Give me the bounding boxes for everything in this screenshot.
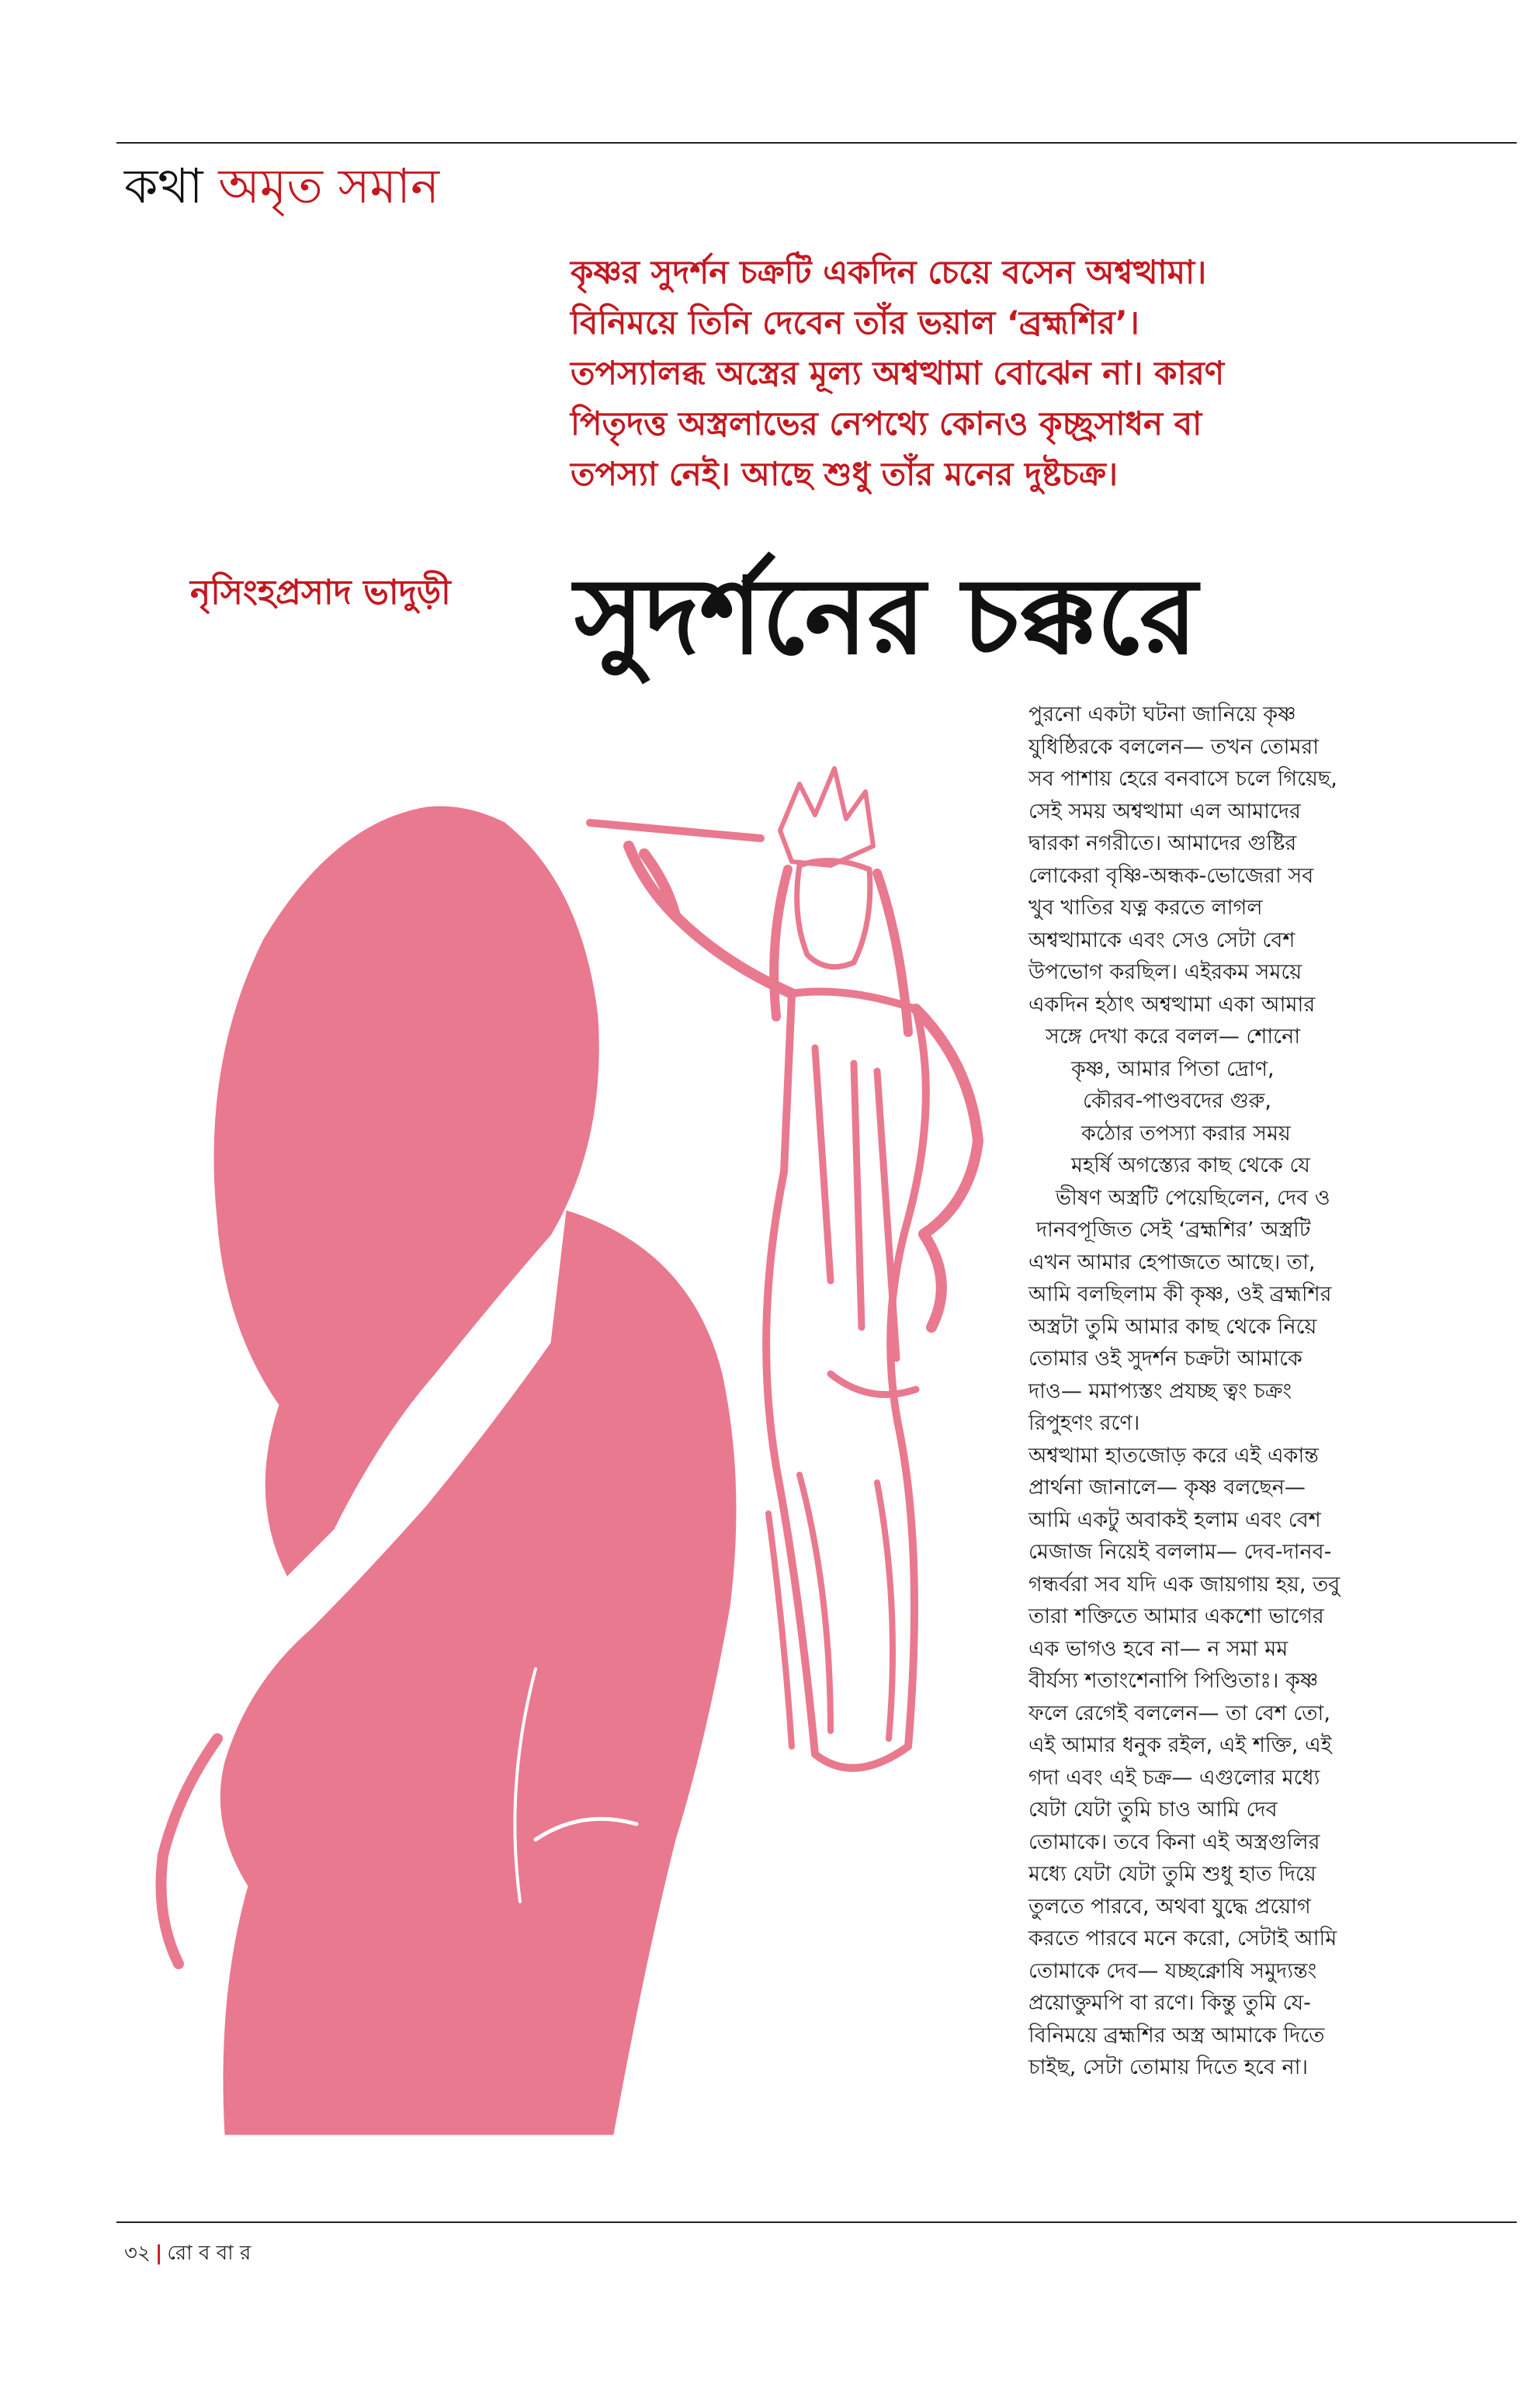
section-title-part1: কথা bbox=[124, 158, 203, 214]
body-line: বিনিময়ে ব্রহ্মশির অস্ত্র আমাকে দিতে bbox=[1028, 2023, 1325, 2048]
body-line: ভীষণ অস্ত্রটি পেয়েছিলেন, দেব ও bbox=[1056, 1185, 1330, 1210]
section-title bbox=[124, 155, 439, 217]
page-number: ৩২ bbox=[124, 2242, 151, 2265]
folio-separator: | bbox=[154, 2242, 163, 2265]
body-line: পুরনো একটা ঘটনা জানিয়ে কৃষ্ণ bbox=[1028, 702, 1296, 727]
body-line: কঠোর তপস্যা করার সময় bbox=[1081, 1121, 1291, 1146]
body-line: দাও— মমাপ্যস্তং প্রযচ্ছ ত্বং চক্রং bbox=[1028, 1379, 1292, 1403]
author-byline: নৃসিংহপ্রসাদ ভাদুড়ী bbox=[190, 573, 451, 612]
body-line: বীর্যস্য শতাংশেনাপি পিণ্ডিতাঃ। কৃষ্ণ bbox=[1028, 1669, 1319, 1693]
figure-face bbox=[797, 861, 870, 967]
folio bbox=[124, 2237, 251, 2271]
body-line: সঙ্গে দেখা করে বলল— শোনো bbox=[1046, 1025, 1301, 1049]
body-line: মধ্যে যেটা যেটা তুমি শুধু হাত দিয়ে bbox=[1028, 1862, 1316, 1886]
body-line: আমি বলছিলাম কী কৃষ্ণ, ওই ব্রহ্মশির bbox=[1028, 1282, 1332, 1306]
body-line: তুলতে পারবে, অথবা যুদ্ধে প্রয়োগ bbox=[1028, 1894, 1311, 1919]
intro-line: তপস্যালব্ধ অস্ত্রের মূল্য অশ্বত্থামা বোঝেন না। কারণ bbox=[571, 354, 1225, 392]
article-headline: সুদর্শনের চক্করে bbox=[574, 556, 1198, 678]
body-line: অশ্বত্থামাকে এবং সেও সেটা বেশ bbox=[1028, 928, 1295, 952]
body-line: তোমাকে। তবে কিনা এই অস্ত্রগুলির bbox=[1028, 1829, 1320, 1854]
flute bbox=[590, 823, 761, 838]
intro-blurb bbox=[571, 247, 1463, 499]
section-title-part2: অমৃত সমান bbox=[218, 158, 439, 214]
body-line: সব পাশায় হেরে বনবাসে চলে গিয়েছ, bbox=[1028, 767, 1337, 791]
body-line: প্রয়োক্তুমপি বা রণে। কিন্তু তুমি যে- bbox=[1028, 1991, 1311, 2015]
body-line: এই আমার ধনুক রইল, এই শক্তি, এই bbox=[1028, 1733, 1332, 1757]
body-line: অস্ত্রটা তুমি আমার কাছ থেকে নিয়ে bbox=[1028, 1314, 1317, 1339]
body-line: যুধিষ্ঠিরকে বললেন— তখন তোমরা bbox=[1028, 734, 1320, 759]
intro-line: তপস্যা নেই। আছে শুধু তাঁর মনের দুষ্টচক্র। bbox=[571, 455, 1119, 493]
body-line: গদা এবং এই চক্র— এগুলোর মধ্যে bbox=[1028, 1765, 1320, 1790]
body-line: লোকেরা বৃষ্ণি-অন্ধক-ভোজেরা সব bbox=[1028, 863, 1314, 888]
crown-shape bbox=[780, 768, 873, 865]
body-line: দ্বারকা নগরীতে। আমাদের গুষ্টির bbox=[1028, 831, 1297, 855]
sash-strokes bbox=[815, 1048, 916, 1395]
top-rule bbox=[116, 142, 1517, 144]
illustration bbox=[132, 737, 1048, 2150]
body-line: যেটা যেটা তুমি চাও আমি দেব bbox=[1028, 1798, 1278, 1822]
body-line: এক ভাগও হবে না— ন সমা মম bbox=[1028, 1636, 1289, 1661]
article-body bbox=[1028, 699, 1463, 2084]
body-line: এখন আমার হেপাজতে আছে। তা, bbox=[1028, 1250, 1316, 1275]
intro-line: বিনিময়ে তিনি দেবেন তাঁর ভয়াল ‘ব্রহ্মশির’। bbox=[571, 303, 1139, 342]
body-line: চাইছ, সেটা তোমায় দিতে হবে না। bbox=[1028, 2055, 1309, 2079]
body-line: তোমার ওই সুদর্শন চক্রটা আমাকে bbox=[1028, 1347, 1302, 1371]
body-line: সেই সময় অশ্বত্থামা এল আমাদের bbox=[1028, 799, 1301, 824]
body-line: মহর্ষি অগস্ত্যের কাছ থেকে যে bbox=[1071, 1153, 1310, 1177]
body-line: কৃষ্ণ, আমার পিতা দ্রোণ, bbox=[1071, 1056, 1275, 1081]
body-line: করতে পারবে মনে করো, সেটাই আমি bbox=[1028, 1927, 1337, 1951]
magazine-name: রো ব বা র bbox=[167, 2242, 251, 2265]
body-line: একদিন হঠাৎ অশ্বত্থামা একা আমার bbox=[1028, 992, 1316, 1017]
intro-line: কৃষ্ণর সুদর্শন চক্রটি একদিন চেয়ে বসেন অশ্বত্থামা। bbox=[571, 253, 1207, 291]
woman-shoulder bbox=[161, 1739, 218, 1964]
figure-torso bbox=[766, 992, 926, 1768]
body-line: দানবপূজিত সেই ‘ব্রহ্মশির’ অস্ত্রটি bbox=[1036, 1218, 1311, 1242]
body-line: গন্ধর্বরা সব যদি এক জায়গায় হয়, তবু bbox=[1028, 1572, 1341, 1597]
intro-line: পিতৃদত্ত অস্ত্রলাভের নেপথ্যে কোনও কৃচ্ছ্রসাধন বা bbox=[571, 404, 1202, 442]
body-line: রিপুহণং রণে। bbox=[1028, 1411, 1140, 1435]
body-line: তারা শক্তিতে আমার একশো ভাগের bbox=[1028, 1604, 1324, 1628]
body-line: অশ্বত্থামা হাতজোড় করে এই একান্ত bbox=[1028, 1443, 1319, 1468]
body-line: উপভোগ করছিল। এইরকম সময়ে bbox=[1028, 960, 1302, 984]
bottom-rule bbox=[116, 2221, 1517, 2223]
body-line: তোমাকে দেব— যচ্ছক্নোষি সমুদ্যন্তং bbox=[1028, 1958, 1317, 1983]
body-line: ফলে রেগেই বললেন— তা বেশ তো, bbox=[1028, 1701, 1330, 1725]
raised-arm bbox=[629, 846, 792, 994]
body-line: মেজাজ নিয়েই বললাম— দেব-দানব- bbox=[1028, 1540, 1332, 1564]
body-line: প্রার্থনা জানালে— কৃষ্ণ বলছেন— bbox=[1028, 1476, 1306, 1500]
body-line: কৌরব-পাণ্ডবদের গুরু, bbox=[1083, 1089, 1271, 1113]
body-line: খুব খাতির যত্ন করতে লাগল bbox=[1028, 896, 1263, 920]
body-line: আমি একটু অবাকই হলাম এবং বেশ bbox=[1028, 1507, 1321, 1532]
